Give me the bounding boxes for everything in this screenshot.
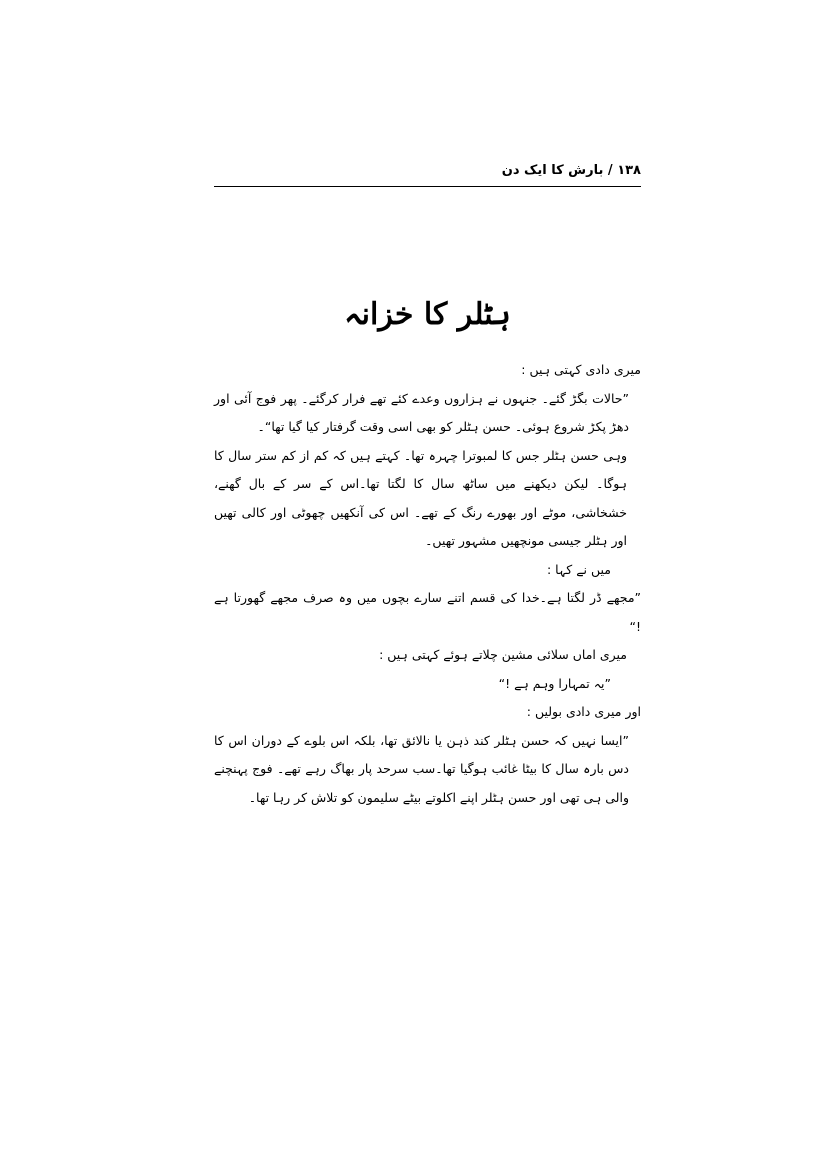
paragraph: ”مجھے ڈر لگتا ہے۔خدا کی قسم اتنے سارے بچوں میں وہ صرف مجھے گھورتا ہے !“: [214, 590, 641, 634]
paragraph: میں نے کہا :: [546, 561, 611, 577]
page-number: ۱۳۸: [617, 163, 641, 178]
book-title: بارش کا ایک دن: [501, 163, 604, 178]
chapter-title: ہٹلر کا خزانہ: [344, 297, 511, 332]
paragraph: وہی حسن ہٹلر جس کا لمبوترا چہرہ تھا۔ کہتے ہیں کہ کم از کم ستر سال کا ہوگا۔ لیکن دیکھنے میں ساٹھ سال کا لگتا تھا۔اس کے سر کے بال گھنے، خشخاشی، موٹے اور بھورے رنگ کے تھے۔ اس کی آنکھیں چھوٹی اور کالی تھیں اور ہٹلر جیسی مونچھیں مشہور تھیں۔: [214, 447, 627, 548]
paragraph: ”حالات بگڑ گئے۔ جنہوں نے ہزاروں وعدے کئے تھے فرار کرگئے۔ پھر فوج آئی اور دھڑ پکڑ شروع ہوئی۔ حسن ہٹلر کو بھی اسی وقت گرفتار کیا گیا تھا“۔: [214, 390, 629, 434]
paragraph: میری اماں سلائی مشین چلاتے ہوئے کہتی ہیں :: [379, 647, 627, 662]
paragraph: میری دادی کہتی ہیں :: [521, 362, 641, 377]
paragraph: اور میری دادی بولیں :: [526, 704, 641, 719]
running-header: [214, 160, 641, 187]
paragraph: ”ایسا نہیں کہ حسن ہٹلر کند ذہن یا نالائق تھا، بلکہ اس بلوے کے دوران اس کا دس بارہ سال کا بیٹا غائب ہوگیا تھا۔سب سرحد پار بھاگ رہے تھے۔ فوج پہنچنے والی ہی تھی اور حسن ہٹلر اپنے اکلوتے بیٹے سلیمون کو تلاش کر رہا تھا۔: [214, 732, 629, 805]
chapter-body: [214, 356, 641, 812]
paragraph: ”یہ تمہارا وہم ہے !“: [498, 675, 611, 691]
header-separator: /: [607, 163, 613, 178]
